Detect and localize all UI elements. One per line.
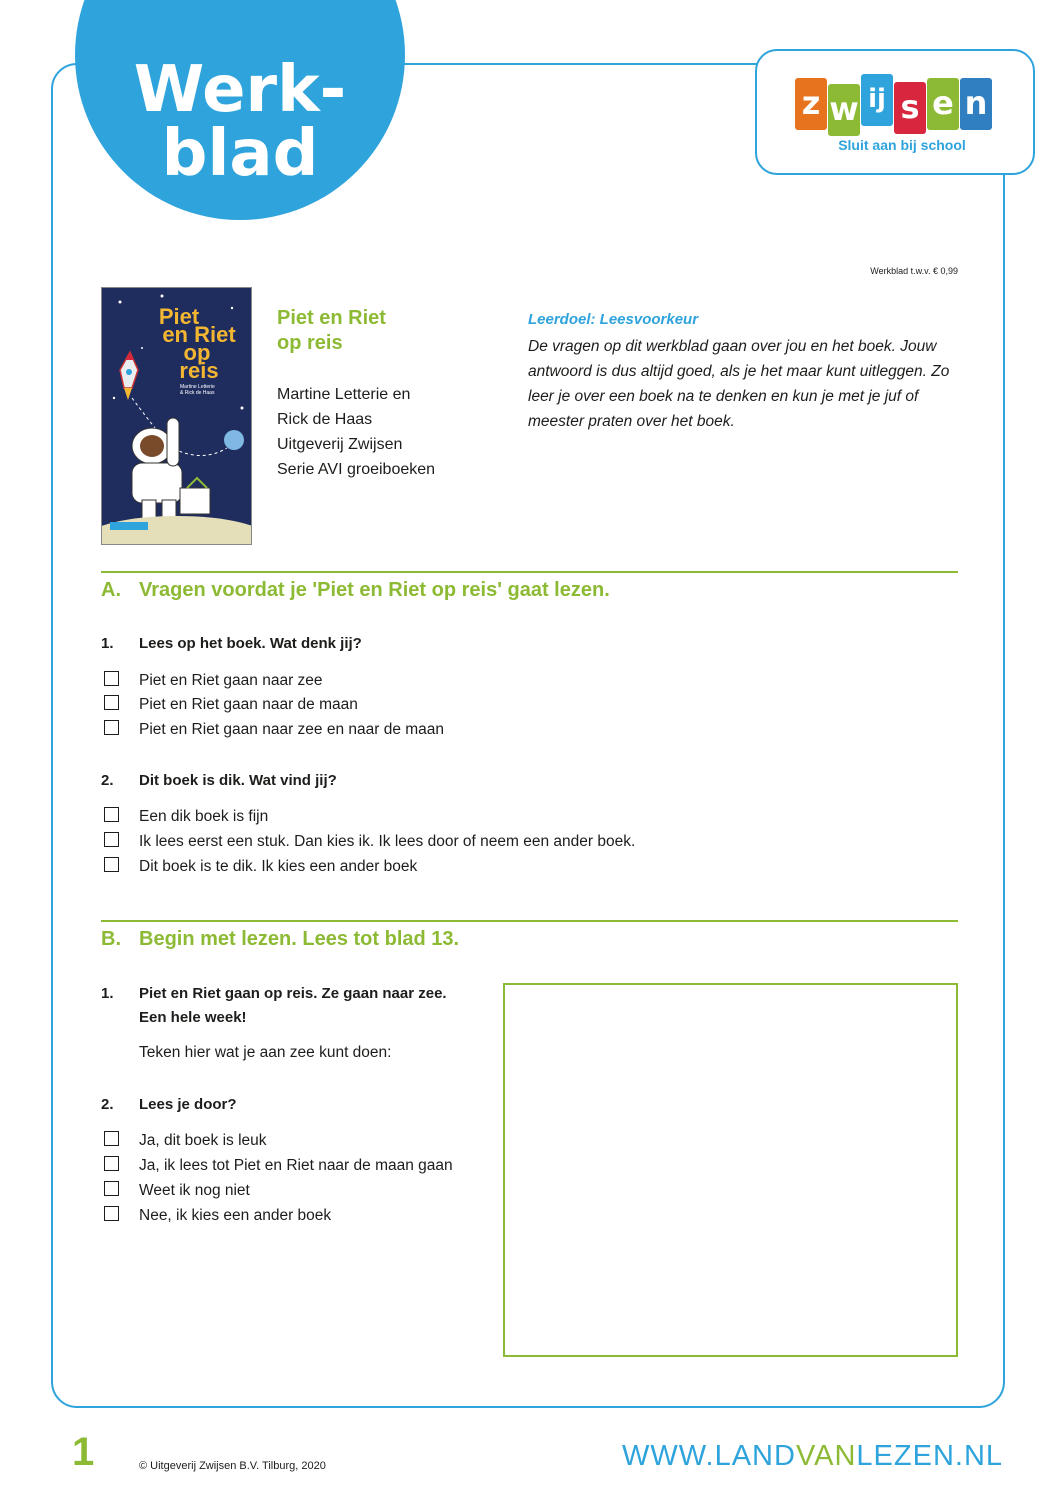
book-author-line1: Martine Letterie en: [277, 386, 411, 403]
question-number: 1.: [101, 985, 114, 1002]
section-a-title: Vragen voordat je 'Piet en Riet op reis' gaat lezen.: [139, 579, 610, 601]
price-label: Werkblad t.w.v. € 0,99: [870, 266, 958, 276]
drawing-area[interactable]: [503, 983, 958, 1357]
website-link[interactable]: WWW.LANDVANLEZEN.NL: [622, 1440, 1004, 1472]
leerdoel-heading: Leerdoel: Leesvoorkeur: [528, 311, 699, 328]
cover-title-3: op: [183, 340, 211, 365]
checkbox[interactable]: [104, 1156, 119, 1171]
leerdoel-body: De vragen op dit werkblad gaan over jou en het boek. Jouw antwoord is dus altijd goed, als je het maar kunt uitleggen. Zo leer je over een boek na te denken en kun je met je juf of meester praten over het boek.: [528, 338, 950, 430]
checkbox[interactable]: [104, 720, 119, 735]
zwijsen-logo: [755, 49, 1035, 175]
cover-title-1: Piet: [158, 304, 200, 329]
question-text-line2: Een hele week!: [139, 1009, 247, 1026]
drawing-instruction: Teken hier wat je aan zee kunt doen:: [139, 1044, 392, 1061]
checkbox[interactable]: [104, 857, 119, 872]
section-b-divider: [101, 920, 958, 922]
question-number: 1.: [101, 635, 114, 652]
cover-title-4: reis: [179, 358, 219, 383]
question-text: Dit boek is dik. Wat vind jij?: [139, 772, 337, 789]
checkbox[interactable]: [104, 1206, 119, 1221]
logo-letter: ij: [861, 74, 893, 126]
section-a-divider: [101, 571, 958, 573]
checkbox[interactable]: [104, 832, 119, 847]
cover-authors: Martine Letterie & Rick de Haas: [180, 384, 215, 396]
logo-letter: e: [927, 78, 959, 130]
section-b-heading: [101, 928, 459, 951]
cover-title-2: en Riet: [162, 322, 236, 347]
page-title: Werk- blad: [133, 53, 347, 191]
logo-letter: w: [828, 84, 860, 136]
checkbox[interactable]: [104, 1181, 119, 1196]
logo-letters: [795, 78, 993, 130]
question-text: Lees je door?: [139, 1096, 237, 1113]
checkbox[interactable]: [104, 695, 119, 710]
question-number: 2.: [101, 772, 114, 789]
cover-logo: [110, 522, 148, 530]
logo-letter: n: [960, 78, 992, 130]
checkbox[interactable]: [104, 807, 119, 822]
section-b-letter: B.: [101, 928, 121, 950]
logo-letter: z: [795, 78, 827, 130]
logo-letter: s: [894, 82, 926, 134]
checkbox[interactable]: [104, 1131, 119, 1146]
question-number: 2.: [101, 1096, 114, 1113]
copyright-notice: © Uitgeverij Zwijsen B.V. Tilburg, 2020: [139, 1460, 326, 1472]
logo-tagline: Sluit aan bij school: [838, 137, 966, 153]
book-publisher: Uitgeverij Zwijsen: [277, 436, 403, 453]
planet-icon: [224, 430, 244, 450]
book-title: Piet en Riet op reis: [277, 307, 386, 354]
question-text: Lees op het boek. Wat denk jij?: [139, 635, 362, 652]
checkbox[interactable]: [104, 671, 119, 686]
book-meta: [277, 382, 435, 482]
section-a-letter: A.: [101, 579, 121, 601]
section-a-heading: [101, 579, 610, 602]
page-number: 1: [72, 1430, 95, 1474]
question-text-line1: Piet en Riet gaan op reis. Ze gaan naar zee.: [139, 985, 447, 1002]
book-author-line2: Rick de Haas: [277, 411, 373, 428]
section-b-title: Begin met lezen. Lees tot blad 13.: [139, 928, 460, 950]
cover-illustration: [102, 288, 252, 545]
book-series: Serie AVI groeiboeken: [277, 461, 436, 478]
book-cover: [101, 287, 252, 545]
